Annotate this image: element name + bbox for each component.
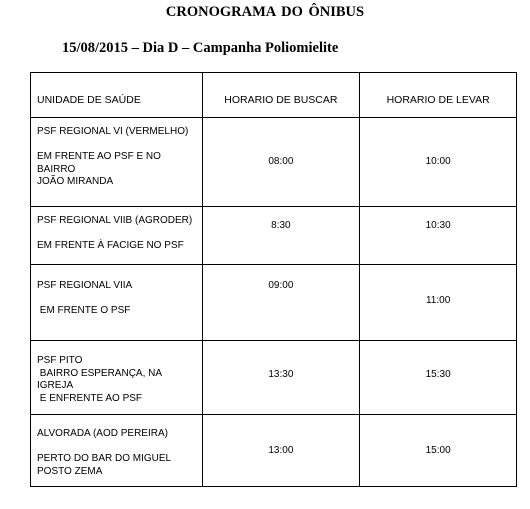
table-row <box>31 118 517 207</box>
header-unit: UNIDADE DE SAÚDE <box>31 73 203 118</box>
unit-line: POSTO ZEMA <box>37 465 103 477</box>
table-header-row <box>31 73 517 118</box>
table-row <box>31 207 517 265</box>
document-subtitle: 15/08/2015 – Dia D – Campanha Poliomielite <box>62 40 339 56</box>
dropoff-time: 15:30 <box>360 341 517 415</box>
unit-cell <box>31 415 203 487</box>
unit-line: EM FRENTE O PSF <box>37 305 131 316</box>
unit-line: PSF REGIONAL VI (VERMELHO) <box>37 126 189 137</box>
unit-cell <box>31 265 203 341</box>
pickup-time: 13:30 <box>202 341 360 415</box>
pickup-time: 8:30 <box>202 207 360 265</box>
table-row <box>31 341 517 415</box>
document-title: CRONOGRAMA DO ÔNIBUS <box>165 4 365 20</box>
unit-line: PERTO DO BAR DO MIGUEL <box>37 453 172 464</box>
table-row <box>31 415 517 487</box>
unit-line: JOÃO MIRANDA <box>37 176 114 187</box>
unit-line: PSF REGIONAL VIIA <box>37 280 133 291</box>
header-pickup: HORARIO DE BUSCAR <box>202 73 360 118</box>
unit-cell <box>31 118 203 207</box>
unit-line: BAIRRO <box>37 163 76 175</box>
pickup-time: 13:00 <box>202 415 360 487</box>
unit-cell <box>31 207 203 265</box>
unit-line: IGREJA <box>37 380 74 391</box>
dropoff-time: 10:30 <box>360 207 517 265</box>
schedule-table <box>30 72 517 487</box>
header-dropoff: HORARIO DE LEVAR <box>360 73 517 118</box>
unit-line: EM FRENTE À FACIGE NO PSF <box>37 240 184 251</box>
dropoff-time: 10:00 <box>360 118 517 207</box>
unit-line: ALVORADA (AOD PEREIRA) <box>37 428 168 439</box>
pickup-time: 09:00 <box>202 265 360 341</box>
dropoff-time: 15:00 <box>360 415 517 487</box>
dropoff-time: 11:00 <box>360 265 517 341</box>
unit-line: EM FRENTE AO PSF E NO <box>37 151 161 162</box>
unit-line: BAIRRO ESPERANÇA, NA <box>37 367 163 379</box>
unit-line: PSF PITO <box>37 355 83 366</box>
unit-line: PSF REGIONAL VIIB (AGRODER) <box>37 215 193 226</box>
unit-cell <box>31 341 203 415</box>
table-row <box>31 265 517 341</box>
unit-line: E ENFRENTE AO PSF <box>37 392 143 404</box>
pickup-time: 08:00 <box>202 118 360 207</box>
